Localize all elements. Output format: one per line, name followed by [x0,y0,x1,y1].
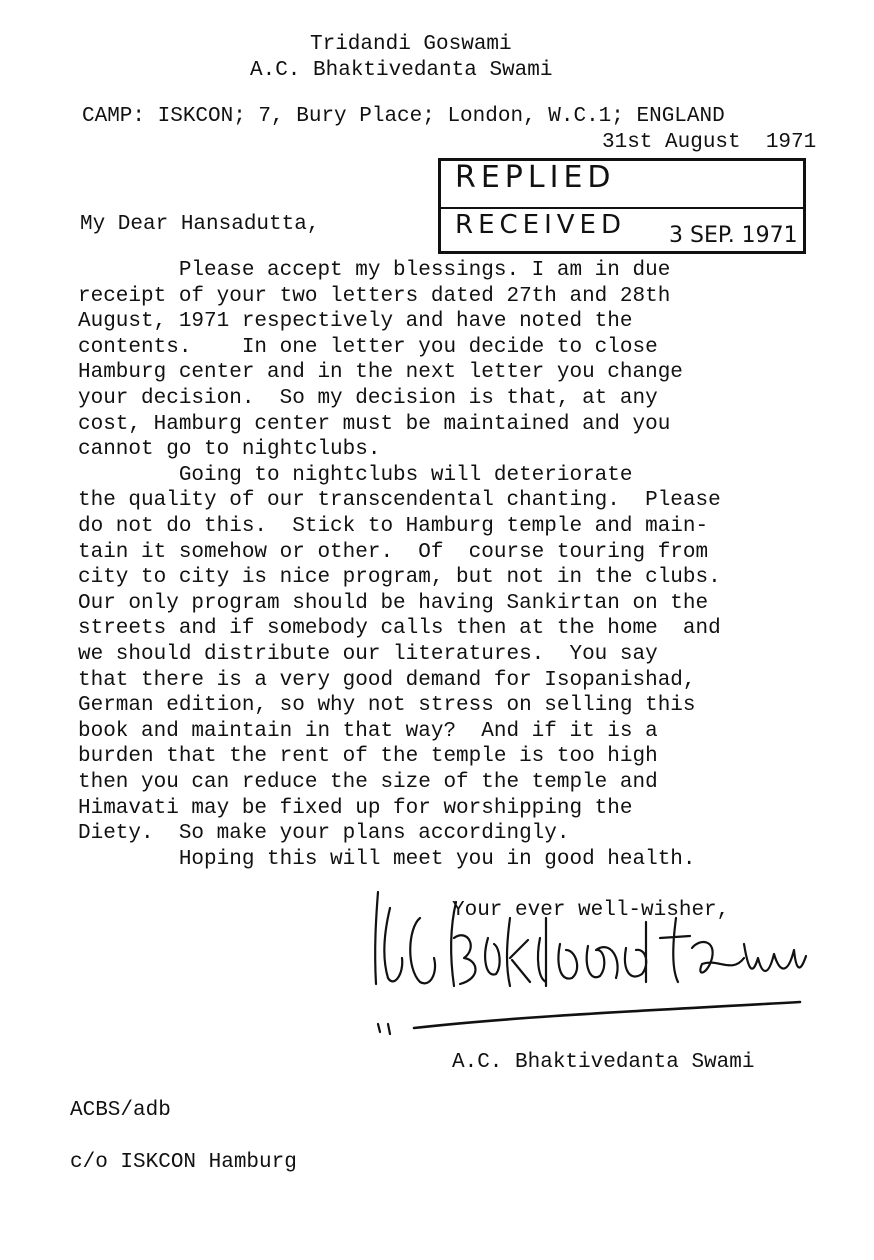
body-line: cost, Hamburg center must be maintained and you [78,412,671,436]
stamp-date: 3 SEP. 1971 [669,223,798,248]
body-line: Our only program should be having Sankirtan on the [78,591,709,615]
body-line: Please accept my blessings. I am in due [78,259,671,282]
stamp-replied-text: REPLIED [455,160,616,195]
closing: Your ever well-wisher, [452,899,730,922]
body-line: Hamburg center and in the next letter you change [78,361,683,385]
cc-line: c/o ISKCON Hamburg [70,1151,297,1174]
letter-date: 31st August 1971 [602,131,817,154]
letterhead-title: Tridandi Goswami [310,33,512,56]
body-line: book and maintain in that way? And if it is a [78,719,658,743]
body-line: Himavati may be fixed up for worshipping the [78,796,633,820]
body-line: Hoping this will meet you in good health. [78,847,696,871]
body-line: your decision. So my decision is that, at any [78,387,658,410]
body-line: then you can reduce the size of the temple and [78,771,658,794]
body-line: Going to nightclubs will deteriorate [78,463,633,487]
body-line: cannot go to nightclubs. [78,438,381,462]
body-line: Diety. So make your plans accordingly. [78,822,570,846]
received-stamp [438,158,806,254]
body-line: do not do this. Stick to Hamburg temple and main- [78,515,709,538]
body-line: receipt of your two letters dated 27th and 28th [78,284,671,308]
stamp-received-text: RECEIVED [455,210,626,240]
body-line: streets and if somebody calls then at the home and [78,617,721,641]
body-line: tain it somehow or other. Of course touring from [78,540,709,564]
body-line: August, 1971 respectively and have noted the [78,310,633,334]
body-line: burden that the rent of the temple is too high [78,745,658,769]
body-line: contents. In one letter you decide to close [78,335,658,359]
body-line: we should distribute our literatures. You say [78,643,658,666]
stamp-divider [441,207,803,209]
camp-address: CAMP: ISKCON; 7, Bury Place; London, W.C.1; ENGLAND [82,105,725,128]
body-line: that there is a very good demand for Isopanishad, [78,668,696,692]
handwritten-signature [360,878,820,1038]
letterhead-name: A.C. Bhaktivedanta Swami [250,59,553,82]
body-line: city to city is nice program, but not in the clubs. [78,566,721,590]
body-line: the quality of our transcendental chanting. Please [78,489,721,513]
signature-name: A.C. Bhaktivedanta Swami [452,1051,755,1074]
salutation: My Dear Hansadutta, [80,213,320,236]
body-line: German edition, so why not stress on selling this [78,694,696,718]
initials: ACBS/adb [70,1099,171,1122]
